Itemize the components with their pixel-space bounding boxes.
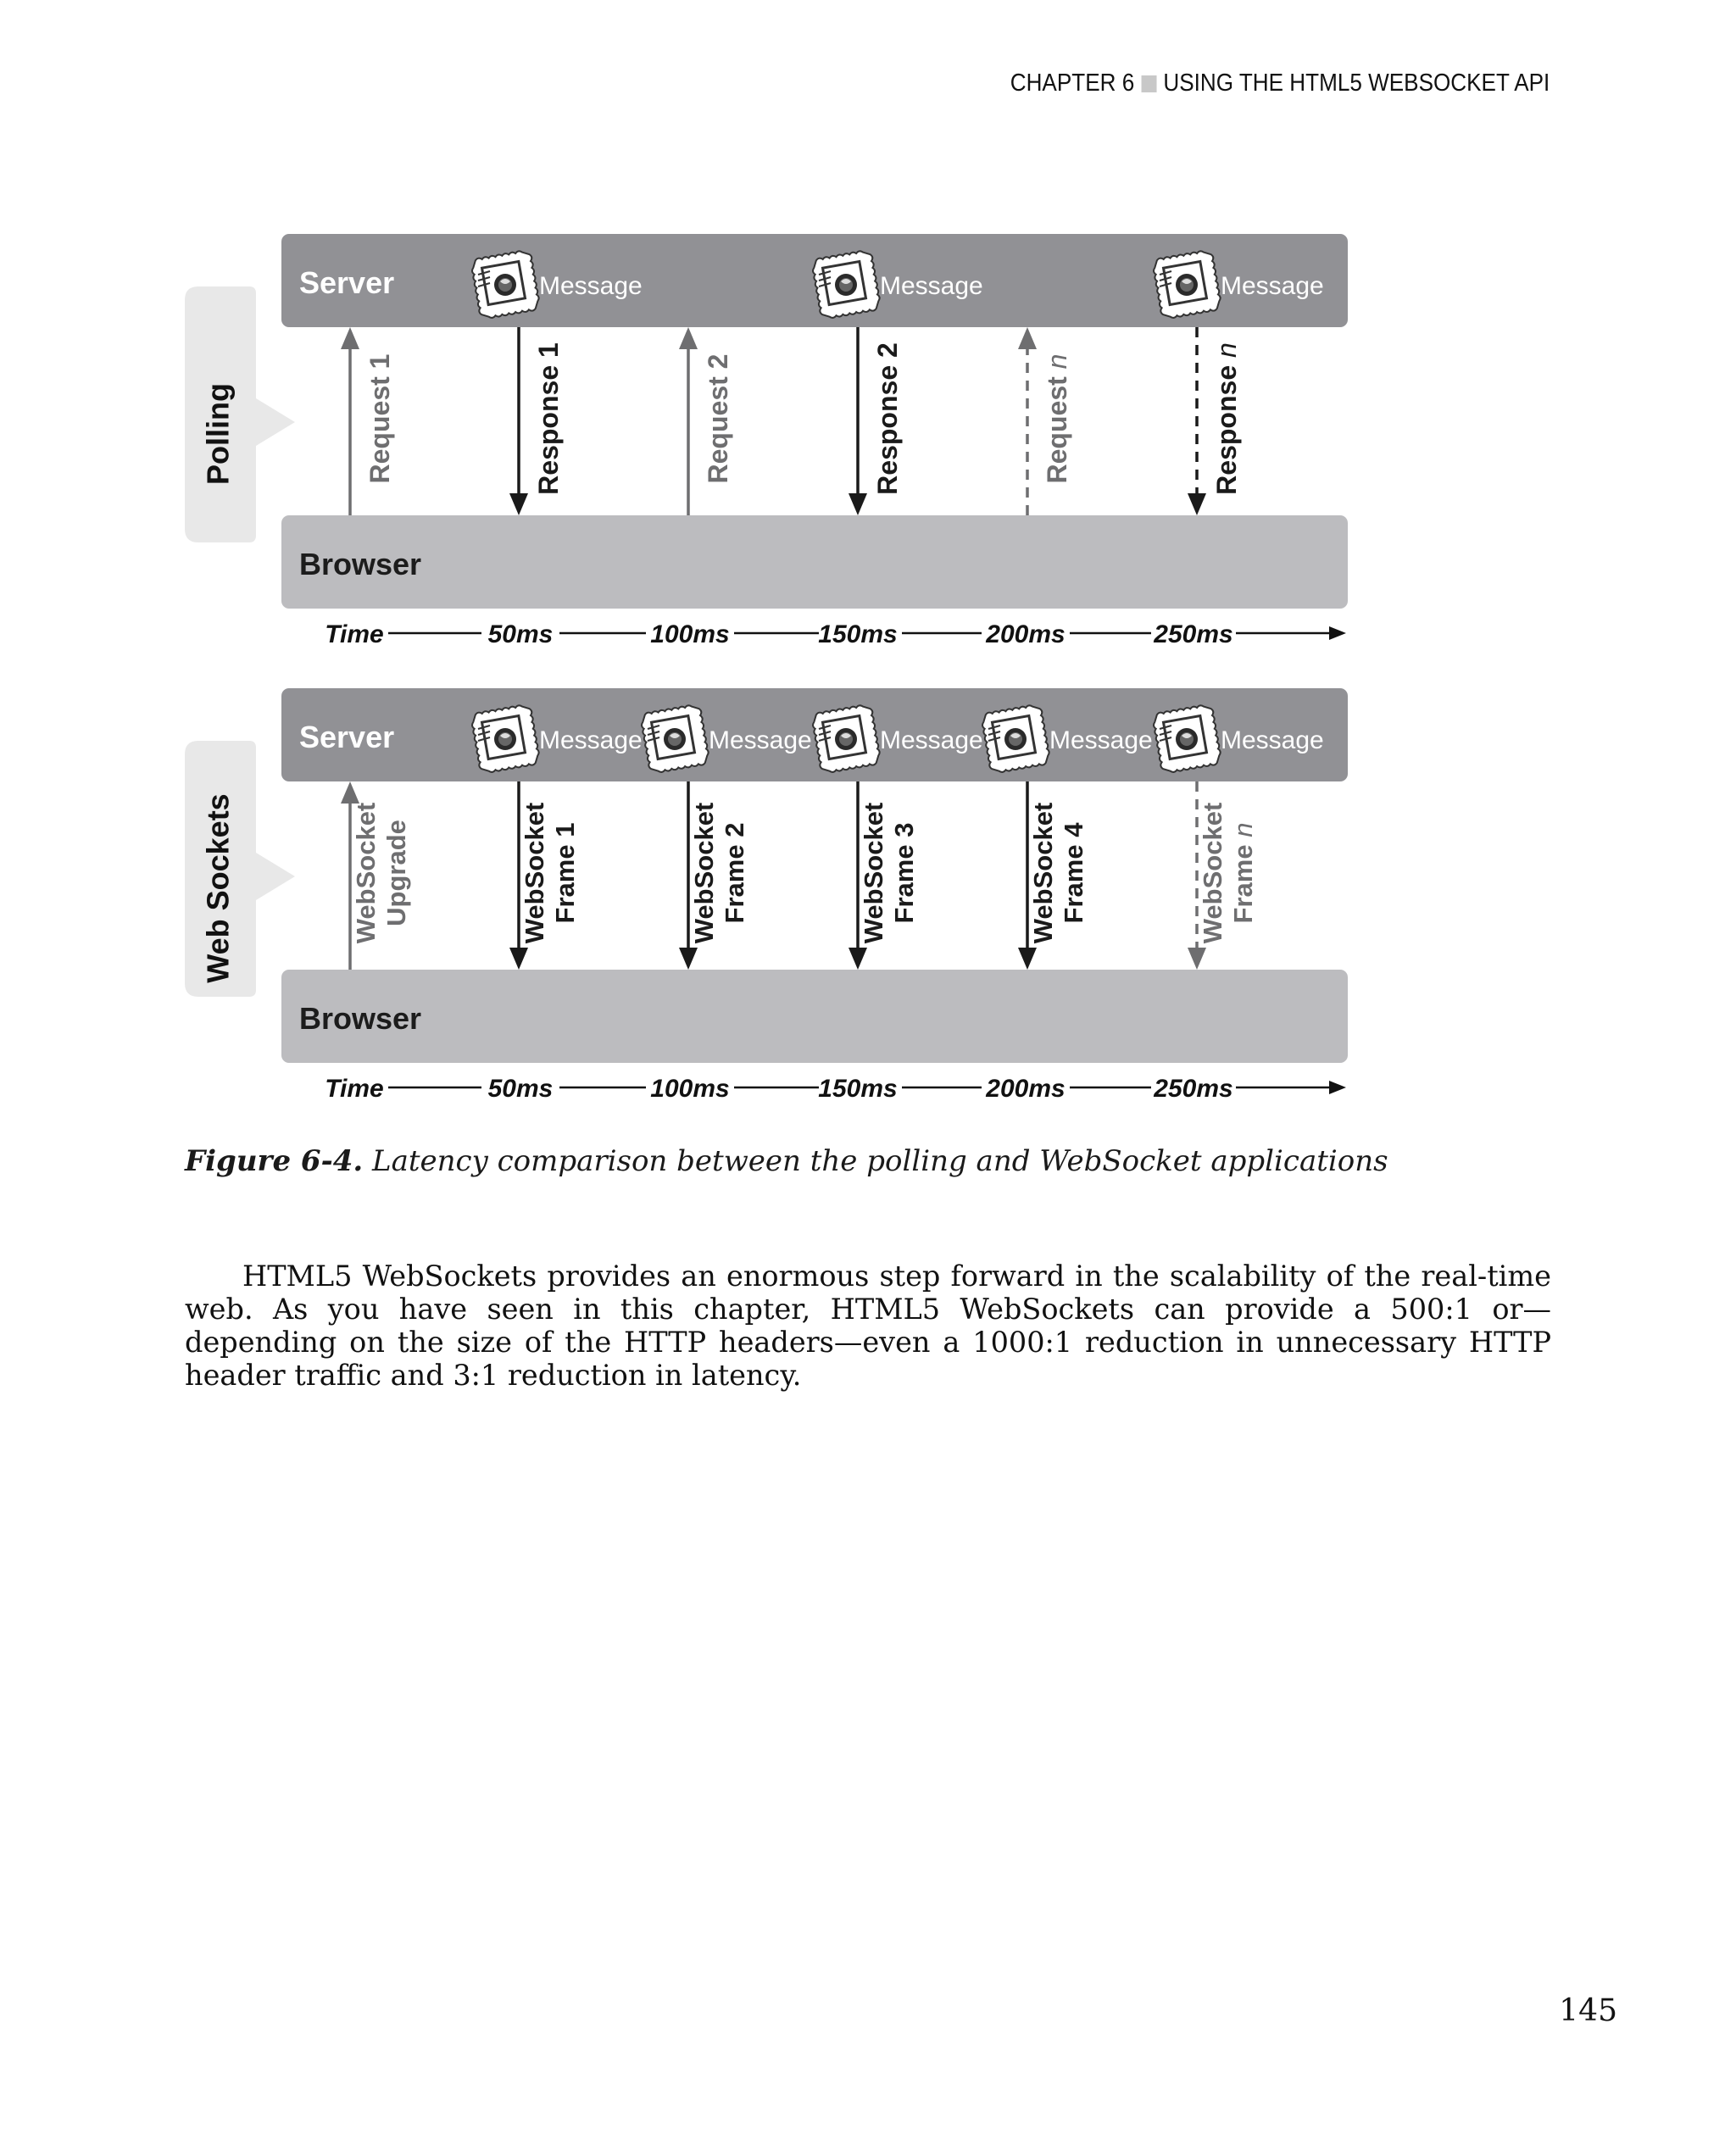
postage-stamp-globe-icon <box>981 703 1051 774</box>
polling-arrow-label-text: Request 1 <box>364 353 396 484</box>
polling-arrow-head <box>1018 327 1037 349</box>
websockets-arrow-label-line1: WebSocket <box>689 802 720 944</box>
polling-arrow-head <box>1188 493 1206 515</box>
polling-arrow-label-text: Response 1 <box>533 342 565 495</box>
websockets-timeline-label: 200ms <box>986 1075 1066 1103</box>
postage-stamp-globe-icon <box>811 703 882 774</box>
polling-server-label: Server <box>299 265 395 300</box>
polling-arrow-head <box>341 327 359 349</box>
websockets-arrow-label <box>1198 803 1258 944</box>
figure-caption-label: Figure 6-4. <box>185 1144 364 1178</box>
polling-arrow-label <box>1211 342 1242 495</box>
websockets-message-label: Message <box>1049 726 1153 754</box>
websockets-arrow-label-line2: Frame 3 <box>889 822 920 924</box>
page-number: 145 <box>1559 1994 1617 2028</box>
polling-arrow-label-text: Request 2 <box>703 353 734 484</box>
websockets-arrow-label-line1: WebSocket <box>520 802 550 944</box>
postage-stamp-globe-icon <box>811 249 882 320</box>
polling-arrow-label-text: Response n <box>1211 342 1243 495</box>
polling-timeline-label: 100ms <box>650 620 730 648</box>
polling-browser-bar <box>281 515 1348 609</box>
polling-side-label: Polling <box>200 383 236 485</box>
websockets-arrow-label-line2: Frame 2 <box>720 822 750 924</box>
websockets-message-label: Message <box>1221 726 1324 754</box>
polling-message-label: Message <box>539 272 643 300</box>
postage-stamp-globe-icon <box>470 249 541 320</box>
polling-browser-label: Browser <box>299 547 422 581</box>
running-head-chapter: CHAPTER 6 <box>1010 70 1134 97</box>
polling-message-label: Message <box>880 272 983 300</box>
websockets-arrow-head <box>341 781 359 804</box>
websockets-message-label: Message <box>880 726 983 754</box>
websockets-side-label: Web Sockets <box>200 793 236 983</box>
websockets-timeline <box>325 1075 1346 1103</box>
websockets-arrow-label-line2: Frame 1 <box>550 822 581 924</box>
polling-arrow-label-text: Request n <box>1042 353 1073 484</box>
websockets-arrow-label <box>689 803 749 944</box>
websockets-timeline-label: 100ms <box>650 1075 730 1103</box>
websockets-arrow-head <box>1018 948 1037 970</box>
polling-timeline-arrowhead <box>1329 626 1346 640</box>
websockets-browser-bar <box>281 970 1348 1063</box>
polling-arrow-label <box>703 354 733 484</box>
websockets-arrow-label-line1: WebSocket <box>1198 802 1228 944</box>
postage-stamp-globe-icon <box>470 703 541 774</box>
polling-arrow-label <box>533 342 564 495</box>
websockets-server-label: Server <box>299 720 395 754</box>
polling-timeline-label: 200ms <box>986 620 1066 648</box>
websockets-message-label: Message <box>709 726 812 754</box>
body-paragraph: HTML5 WebSockets provides an enormous step forward in the scalability of the real-time web. As you have seen in this chapter, HTML5 WebSockets can provide a 500:1 or—depending on the size of the HTTP headers—even a 1000:1 reduction in unnecessary HTTP header traffic and 3:1 reduction in latency. <box>185 1260 1551 1392</box>
websockets-arrow-label-line1: WebSocket <box>859 802 889 944</box>
websockets-arrow-label <box>520 803 580 944</box>
polling-timeline-label: Time <box>325 620 384 648</box>
polling-arrow-label <box>364 354 395 484</box>
websockets-arrow-head <box>849 948 867 970</box>
websockets-arrow-label <box>859 803 919 944</box>
websockets-arrow-head <box>509 948 528 970</box>
polling-arrow-label-text: Response 2 <box>872 342 904 495</box>
polling-timeline-label: 250ms <box>1154 620 1233 648</box>
websockets-arrow-label-line1: WebSocket <box>1028 802 1059 944</box>
running-head-title: USING THE HTML5 WEBSOCKET API <box>1163 70 1550 97</box>
websockets-arrow-label-line2: Upgrade <box>381 820 412 926</box>
websockets-arrow-label-line2: Frame 4 <box>1059 822 1089 924</box>
polling-arrow-label <box>872 342 903 495</box>
postage-stamp-globe-icon <box>640 703 710 774</box>
polling-timeline-label: 150ms <box>818 620 898 648</box>
websockets-arrow-label-line1: WebSocket <box>351 802 381 944</box>
websockets-message-label: Message <box>539 726 643 754</box>
polling-arrow-head <box>849 493 867 515</box>
polling-message-label: Message <box>1221 272 1324 300</box>
postage-stamp-globe-icon <box>1152 703 1222 774</box>
polling-timeline-label: 50ms <box>487 620 554 648</box>
websockets-arrow-head <box>679 948 698 970</box>
polling-panel <box>185 234 1348 648</box>
figure-caption-text: Latency comparison between the polling and WebSocket applications <box>372 1144 1388 1178</box>
websockets-panel <box>185 688 1348 1103</box>
websockets-timeline-label: 50ms <box>487 1075 554 1103</box>
websockets-timeline-label: 250ms <box>1154 1075 1233 1103</box>
websockets-arrow-label <box>1028 803 1088 944</box>
postage-stamp-globe-icon <box>1152 249 1222 320</box>
polling-arrow-head <box>679 327 698 349</box>
websockets-timeline-label: Time <box>325 1075 384 1103</box>
websockets-browser-label: Browser <box>299 1001 422 1036</box>
websockets-arrow-head <box>1188 948 1206 970</box>
polling-timeline <box>325 620 1346 648</box>
polling-arrow-label <box>1042 354 1072 484</box>
websockets-timeline-label: 150ms <box>818 1075 898 1103</box>
websockets-arrow-label <box>351 803 411 944</box>
websockets-arrow-label-line2: Frame n <box>1228 822 1259 924</box>
figure-caption <box>185 1144 1541 1178</box>
websockets-timeline-arrowhead <box>1329 1081 1346 1094</box>
polling-arrow-head <box>509 493 528 515</box>
